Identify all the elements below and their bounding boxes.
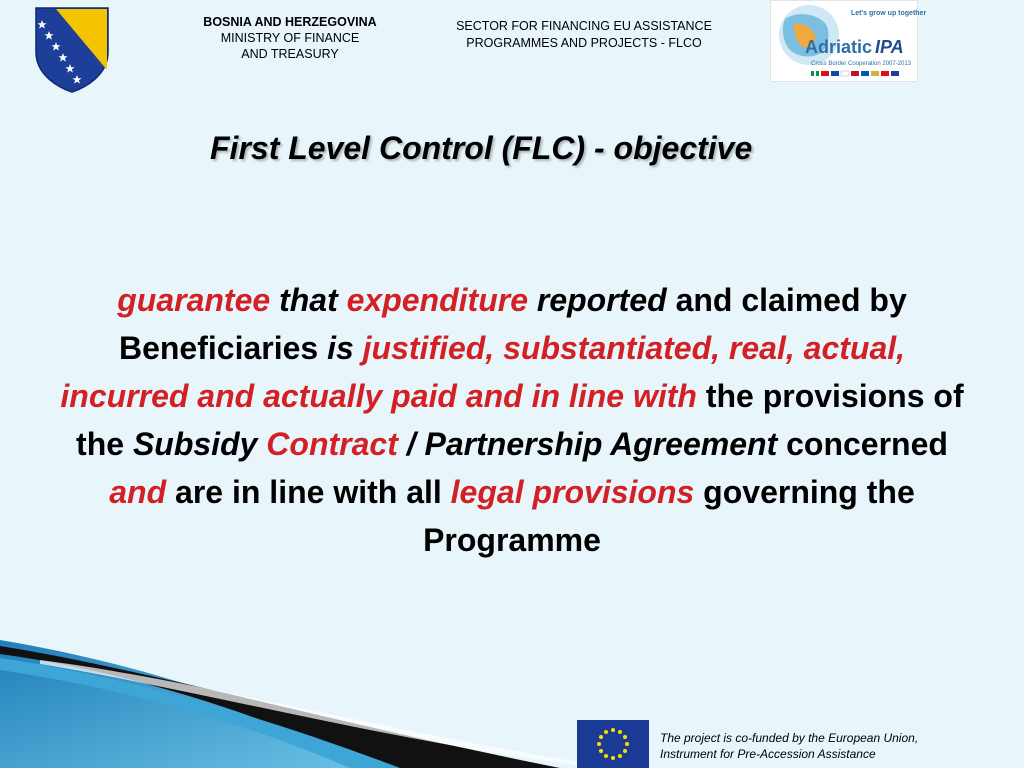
- text-is: is: [327, 330, 354, 366]
- text-and: and: [109, 474, 167, 510]
- text-justified: justified, substantiated, real, actual, incurred and actually paid and in line with: [60, 330, 906, 414]
- ministry-country: BOSNIA AND HERZEGOVINA: [203, 15, 377, 29]
- text-in-line: are in line with all: [175, 474, 442, 510]
- ipa-name-1: Adriatic: [805, 37, 873, 57]
- slide-title: First Level Control (FLC) - objective: [210, 130, 753, 166]
- text-subsidy: Subsidy: [132, 426, 258, 462]
- decorative-swoosh: [0, 640, 620, 768]
- sector-header: [420, 18, 748, 52]
- eu-cofunding-note: [660, 730, 990, 762]
- text-contract: Contract: [266, 426, 398, 462]
- objective-paragraph: [60, 276, 964, 564]
- text-claimed: and claimed by Beneficiaries: [118, 282, 907, 366]
- text-reported: reported: [536, 282, 667, 318]
- text-guarantee: guarantee: [117, 282, 271, 318]
- ministry-header: [168, 14, 412, 62]
- ministry-name: MINISTRY OF FINANCE: [220, 31, 360, 45]
- bosnia-coat-of-arms-icon: [34, 6, 110, 94]
- sector-line-2: PROGRAMMES AND PROJECTS - FLCO: [466, 36, 702, 50]
- ipa-slogan: Let's grow up together: [851, 10, 927, 17]
- eu-note-line-1: The project is co-funded by the European Union,: [660, 731, 919, 745]
- text-governing: governing the Programme: [423, 474, 915, 558]
- text-expenditure: expenditure: [346, 282, 528, 318]
- adriatic-ipa-graphic: [771, 1, 927, 81]
- adriatic-ipa-logo: [770, 0, 927, 82]
- text-concerned: concerned: [786, 426, 948, 462]
- text-legal-provisions: legal provisions: [450, 474, 695, 510]
- eu-note-line-2: Instrument for Pre-Accession Assistance: [660, 747, 876, 761]
- text-partnership-agreement: / Partnership Agreement: [406, 426, 778, 462]
- sector-line-1: SECTOR FOR FINANCING EU ASSISTANCE: [456, 19, 712, 33]
- eu-flag-icon: [577, 720, 649, 768]
- ipa-name-2: IPA: [875, 37, 904, 57]
- text-provisions-of: the provisions of the: [76, 378, 964, 462]
- text-that: that: [279, 282, 338, 318]
- country-flags: [811, 71, 899, 76]
- ipa-subtitle: Cross Border Cooperation 2007-2013: [811, 61, 912, 67]
- ministry-name-cont: AND TREASURY: [241, 47, 339, 61]
